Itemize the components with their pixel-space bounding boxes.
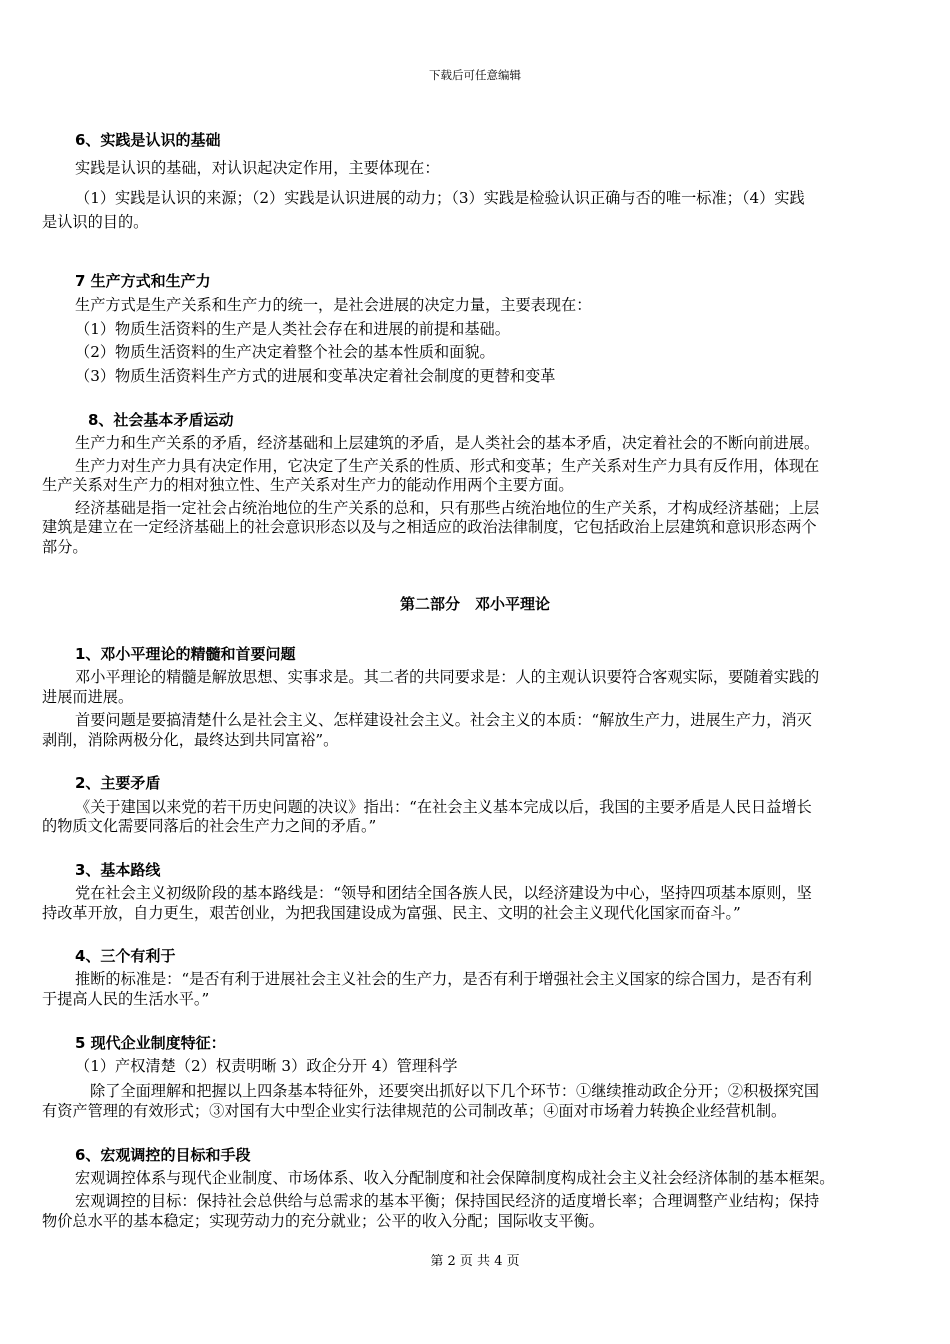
- paragraph-line: 进展而进展。: [42, 688, 134, 706]
- section-title-enterprise-system: 5 现代企业制度特征：: [75, 1034, 226, 1052]
- part-title: 第二部分 邓小平理论: [399, 595, 550, 613]
- section-title-essence: 1、邓小平理论的精髓和首要问题: [75, 645, 296, 663]
- paragraph-line: 物价总水平的基本稳定；实现劳动力的充分就业；公平的收入分配；国际收支平衡。: [42, 1212, 604, 1230]
- paragraph-line: 宏观调控体系与现代企业制度、市场体系、收入分配制度和社会保障制度构成社会主义社会经济体制的基本框架。: [75, 1169, 835, 1187]
- paragraph-line: 生产方式是生产关系和生产力的统一，是社会进展的决定力量，主要表现在：: [75, 296, 592, 314]
- section-title-three-benefits: 4、三个有利于: [75, 947, 176, 965]
- section-title-basic-line: 3、基本路线: [75, 861, 161, 879]
- paragraph-line: 持改革开放，自力更生，艰苦创业，为把我国建设成为富强、民主、文明的社会主义现代化国家而奋斗。”: [42, 904, 741, 922]
- paragraph-line: （3）物质生活资料生产方式的进展和变革决定着社会制度的更替和变革: [75, 367, 556, 385]
- paragraph-line: 是认识的目的。: [42, 213, 149, 231]
- paragraph-line: 部分。: [42, 538, 88, 556]
- section-title-macro-control: 6、宏观调控的目标和手段: [75, 1146, 251, 1164]
- paragraph-line: 邓小平理论的精髓是解放思想、实事求是。其二者的共同要求是：人的主观认识要符合客观实际，要随着实践的: [75, 668, 820, 686]
- paragraph-line: （1）实践是认识的来源；（2）实践是认识进展的动力；（3）实践是检验认识正确与否的唯一标准；（4）实践: [75, 189, 805, 207]
- paragraph-line: 《关于建国以来党的若干历史问题的决议》指出：“在社会主义基本完成以后，我国的主要矛盾是人民日益增长: [75, 798, 812, 816]
- paragraph-line: 有资产管理的有效形式；③对国有大中型企业实行法律规范的公司制改革；④面对市场着力转换企业经营机制。: [42, 1102, 787, 1120]
- paragraph-line: 党在社会主义初级阶段的基本路线是：“领导和团结全国各族人民，以经济建设为中心，坚持四项基本原则，坚: [75, 884, 812, 902]
- paragraph-line: 生产关系对生产力的相对独立性、生产关系对生产力的能动作用两个主要方面。: [42, 476, 574, 494]
- section-title-production-mode: 7 生产方式和生产力: [75, 272, 211, 290]
- paragraph-line: 的物质文化需要同落后的社会生产力之间的矛盾。”: [42, 817, 377, 835]
- paragraph-line: 实践是认识的基础，对认识起决定作用，主要体现在：: [75, 159, 440, 177]
- paragraph-line: 于提高人民的生活水平。”: [42, 990, 210, 1008]
- paragraph-line: 除了全面理解和把握以上四条基本特征外，还要突出抓好以下几个环节：①继续推动政企分开；②积极探究国: [90, 1082, 819, 1100]
- paragraph-line: 建筑是建立在一定经济基础上的社会意识形态以及与之相适应的政治法律制度，它包括政治上层建筑和意识形态两个: [42, 518, 817, 536]
- paragraph-line: 剥削，消除两极分化，最终达到共同富裕”。: [42, 731, 339, 749]
- paragraph-line: 宏观调控的目标：保持社会总供给与总需求的基本平衡；保持国民经济的适度增长率；合理调整产业结构；保持: [75, 1192, 820, 1210]
- paragraph-line: 生产力对生产力具有决定作用，它决定了生产关系的性质、形式和变革；生产关系对生产力具有反作用，体现在: [75, 457, 820, 475]
- paragraph-line: 首要问题是要搞清楚什么是社会主义、怎样建设社会主义。社会主义的本质：“解放生产力，进展生产力，消灭: [75, 711, 812, 729]
- paragraph-line: 推断的标准是：“是否有利于进展社会主义社会的生产力，是否有利于增强社会主义国家的综合国力，是否有利: [75, 970, 812, 988]
- page-footer: 第 2 页 共 4 页: [430, 1254, 520, 1269]
- paragraph-line: （2）物质生活资料的生产决定着整个社会的基本性质和面貌。: [75, 343, 495, 361]
- paragraph-line: 生产力和生产关系的矛盾，经济基础和上层建筑的矛盾，是人类社会的基本矛盾，决定着社会的不断向前进展。: [75, 434, 820, 452]
- paragraph-line: （1）物质生活资料的生产是人类社会存在和进展的前提和基础。: [75, 320, 510, 338]
- page-header: 下载后可任意编辑: [429, 68, 521, 82]
- paragraph-line: （1）产权清楚（2）权责明晰 3）政企分开 4）管理科学: [75, 1057, 458, 1075]
- section-title-practice: 6、实践是认识的基础: [75, 131, 221, 149]
- section-title-main-contradiction: 2、主要矛盾: [75, 774, 161, 792]
- section-title-basic-contradiction: 8、社会基本矛盾运动: [88, 411, 234, 429]
- paragraph-line: 经济基础是指一定社会占统治地位的生产关系的总和，只有那些占统治地位的生产关系，才构成经济基础；上层: [75, 499, 820, 517]
